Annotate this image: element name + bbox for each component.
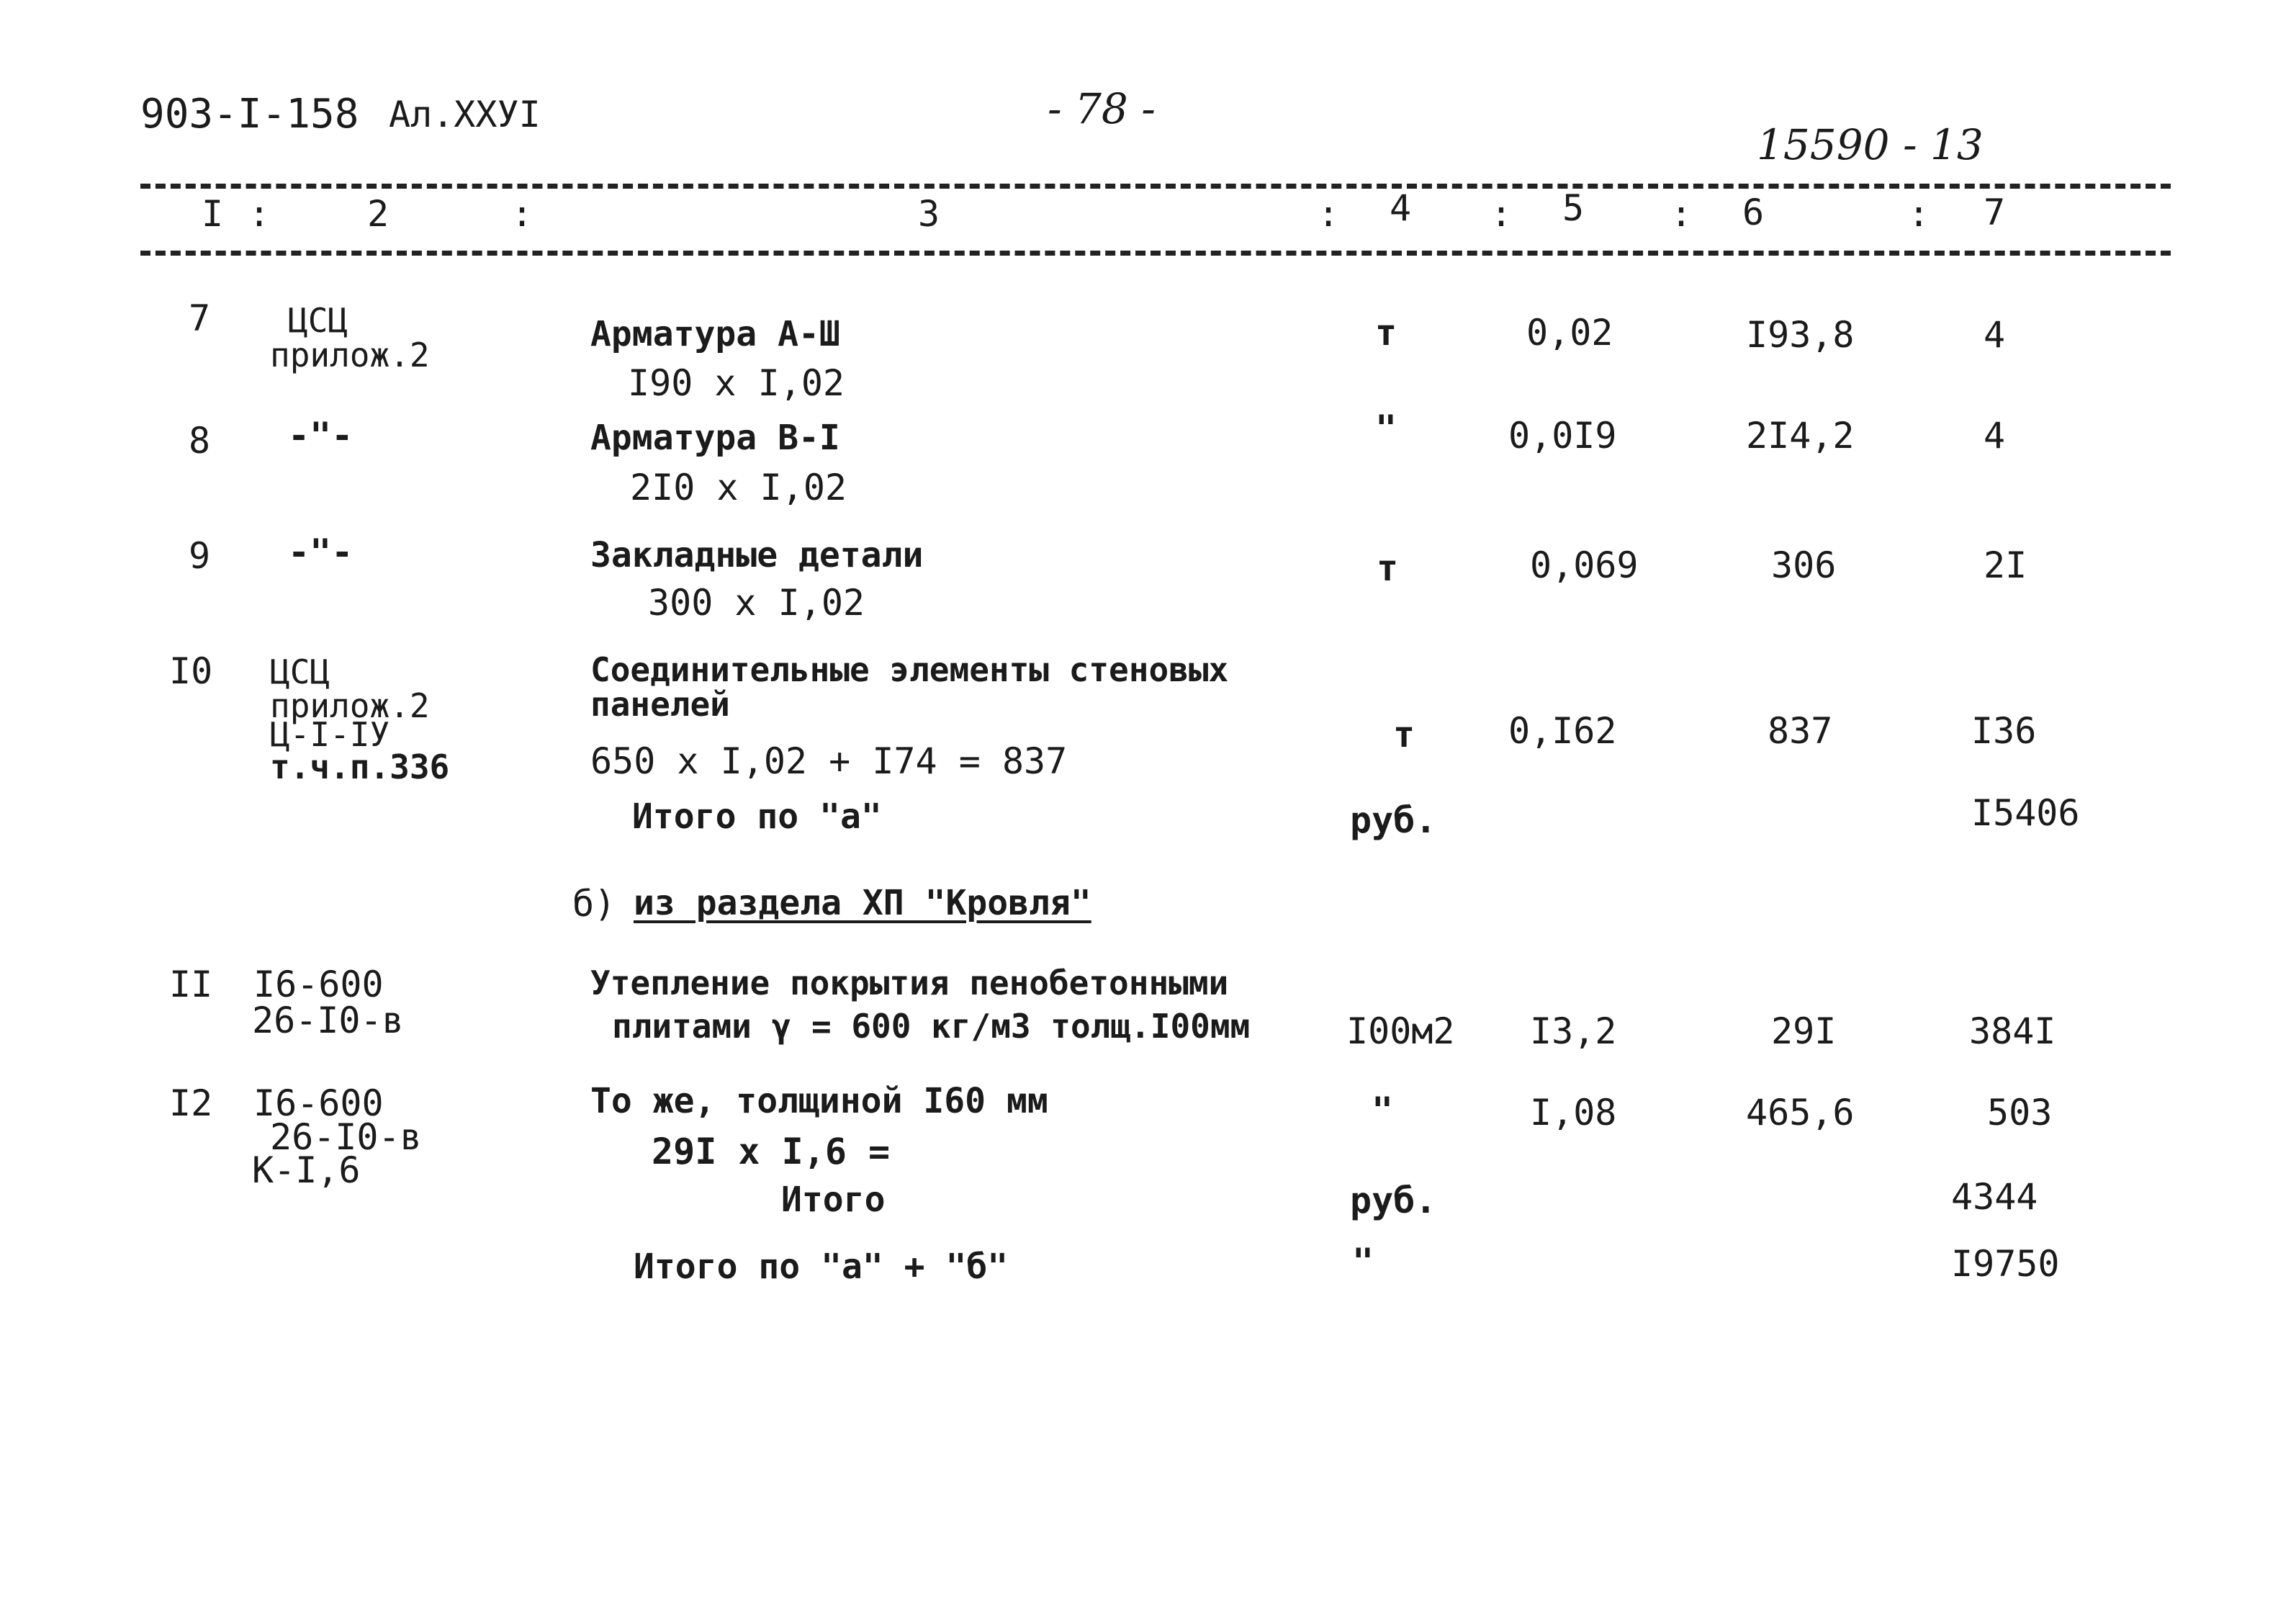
row-quantity: 0,0I9 xyxy=(1508,415,1617,457)
col-separator: : xyxy=(511,193,534,235)
row-price: 837 xyxy=(1768,710,1833,752)
row-code: I6-600 xyxy=(253,964,384,1005)
row-description: 29I x I,6 = xyxy=(652,1131,891,1172)
subtotal-ab-total: I9750 xyxy=(1951,1243,2060,1285)
row-number: II xyxy=(169,964,213,1005)
row-quantity: 0,I62 xyxy=(1508,710,1617,752)
row-price: 465,6 xyxy=(1746,1092,1855,1134)
handwritten-reference: 15590 - 13 xyxy=(1757,120,1984,169)
row-code: К-I,6 xyxy=(252,1149,361,1191)
subtotal-a-total: I5406 xyxy=(1971,792,2080,834)
row-total: 503 xyxy=(1987,1092,2053,1134)
row-number: I2 xyxy=(169,1082,213,1124)
row-unit: т xyxy=(1393,714,1415,755)
subtotal-ab-label: Итого по "а" + "б" xyxy=(634,1247,1009,1287)
row-total: I36 xyxy=(1971,710,2037,752)
row-quantity: 0,069 xyxy=(1530,544,1639,586)
row-price: I93,8 xyxy=(1746,314,1855,356)
row-code: прилож.2 xyxy=(270,336,430,374)
album-number: Ал.XXУI xyxy=(389,94,541,135)
row-unit: I00м2 xyxy=(1346,1010,1455,1052)
row-description: Закладные детали xyxy=(590,535,924,575)
col-header-1: I xyxy=(202,193,224,235)
row-code: -"- xyxy=(288,415,354,457)
col-separator: : xyxy=(248,193,271,235)
row-total: 4 xyxy=(1984,314,2006,356)
row-number: 7 xyxy=(189,297,211,339)
col-separator: : xyxy=(1908,193,1930,235)
row-description: Утепление покрытия пенобетонными xyxy=(590,964,1229,1002)
row-unit: т xyxy=(1377,547,1399,589)
header-rule-top xyxy=(140,184,2171,189)
col-separator: : xyxy=(1318,193,1340,235)
row-total: 4 xyxy=(1984,415,2006,457)
row-price: 306 xyxy=(1771,544,1837,586)
row-description: I90 x I,02 xyxy=(628,362,845,404)
row-code: прилож.2 xyxy=(270,686,430,725)
row-description: 650 x I,02 + I74 = 837 xyxy=(590,740,1068,782)
subtotal-b-total: 4344 xyxy=(1951,1176,2038,1218)
subtotal-ab-unit: " xyxy=(1352,1241,1374,1283)
row-code: ЦСЦ xyxy=(270,652,330,691)
section-b-prefix: б) xyxy=(572,883,616,925)
row-description: 300 x I,02 xyxy=(648,582,865,624)
row-total: 384I xyxy=(1969,1010,2056,1052)
row-unit: т xyxy=(1375,312,1397,354)
row-description: То же, толщиной I60 мм xyxy=(590,1081,1048,1121)
row-number: 9 xyxy=(189,535,211,577)
row-code: -"- xyxy=(288,531,354,573)
row-number: I0 xyxy=(169,650,213,692)
row-description: плитами γ = 600 кг/м3 толщ.I00мм xyxy=(612,1007,1251,1046)
row-price: 29I xyxy=(1771,1010,1837,1052)
col-header-6: 6 xyxy=(1742,192,1765,233)
row-description: Арматура А-Ш xyxy=(590,314,840,354)
row-code: I6-600 xyxy=(253,1082,384,1124)
row-unit: " xyxy=(1375,408,1397,449)
row-code: 26-I0-в xyxy=(252,1000,404,1041)
row-description: панелей xyxy=(590,685,730,724)
subtotal-b-unit: руб. xyxy=(1350,1180,1437,1221)
col-header-7: 7 xyxy=(1984,192,2006,233)
col-separator: : xyxy=(1670,193,1693,235)
col-header-5: 5 xyxy=(1562,187,1585,229)
col-header-4: 4 xyxy=(1390,187,1412,229)
row-description: Соединительные элементы стеновых xyxy=(590,650,1229,689)
row-description: Арматура В-I xyxy=(590,418,840,458)
subtotal-a-unit: руб. xyxy=(1350,799,1437,841)
doc-code: 903-I-158 xyxy=(140,91,359,138)
col-header-3: 3 xyxy=(918,193,940,235)
subtotal-b-label: Итого xyxy=(781,1180,886,1220)
row-quantity: I,08 xyxy=(1530,1092,1617,1134)
header-rule-bottom xyxy=(140,251,2171,256)
row-quantity: 0,02 xyxy=(1526,312,1613,354)
row-number: 8 xyxy=(189,420,211,462)
row-code: ЦСЦ xyxy=(288,301,348,340)
row-code: 26-I0-в xyxy=(270,1116,422,1158)
page-number: - 78 - xyxy=(1048,84,1156,133)
row-quantity: I3,2 xyxy=(1530,1010,1617,1052)
row-code: Ц-I-IУ xyxy=(270,715,390,754)
row-code: т.ч.п.336 xyxy=(270,748,450,786)
row-price: 2I4,2 xyxy=(1746,415,1855,457)
section-b-title: из раздела XП "Кровля" xyxy=(634,883,1091,923)
row-unit: " xyxy=(1372,1090,1394,1131)
subtotal-a-label: Итого по "а" xyxy=(632,796,882,837)
col-header-2: 2 xyxy=(367,193,390,235)
row-total: 2I xyxy=(1984,544,2027,586)
col-separator: : xyxy=(1490,193,1513,235)
row-description: 2I0 x I,02 xyxy=(630,467,847,508)
